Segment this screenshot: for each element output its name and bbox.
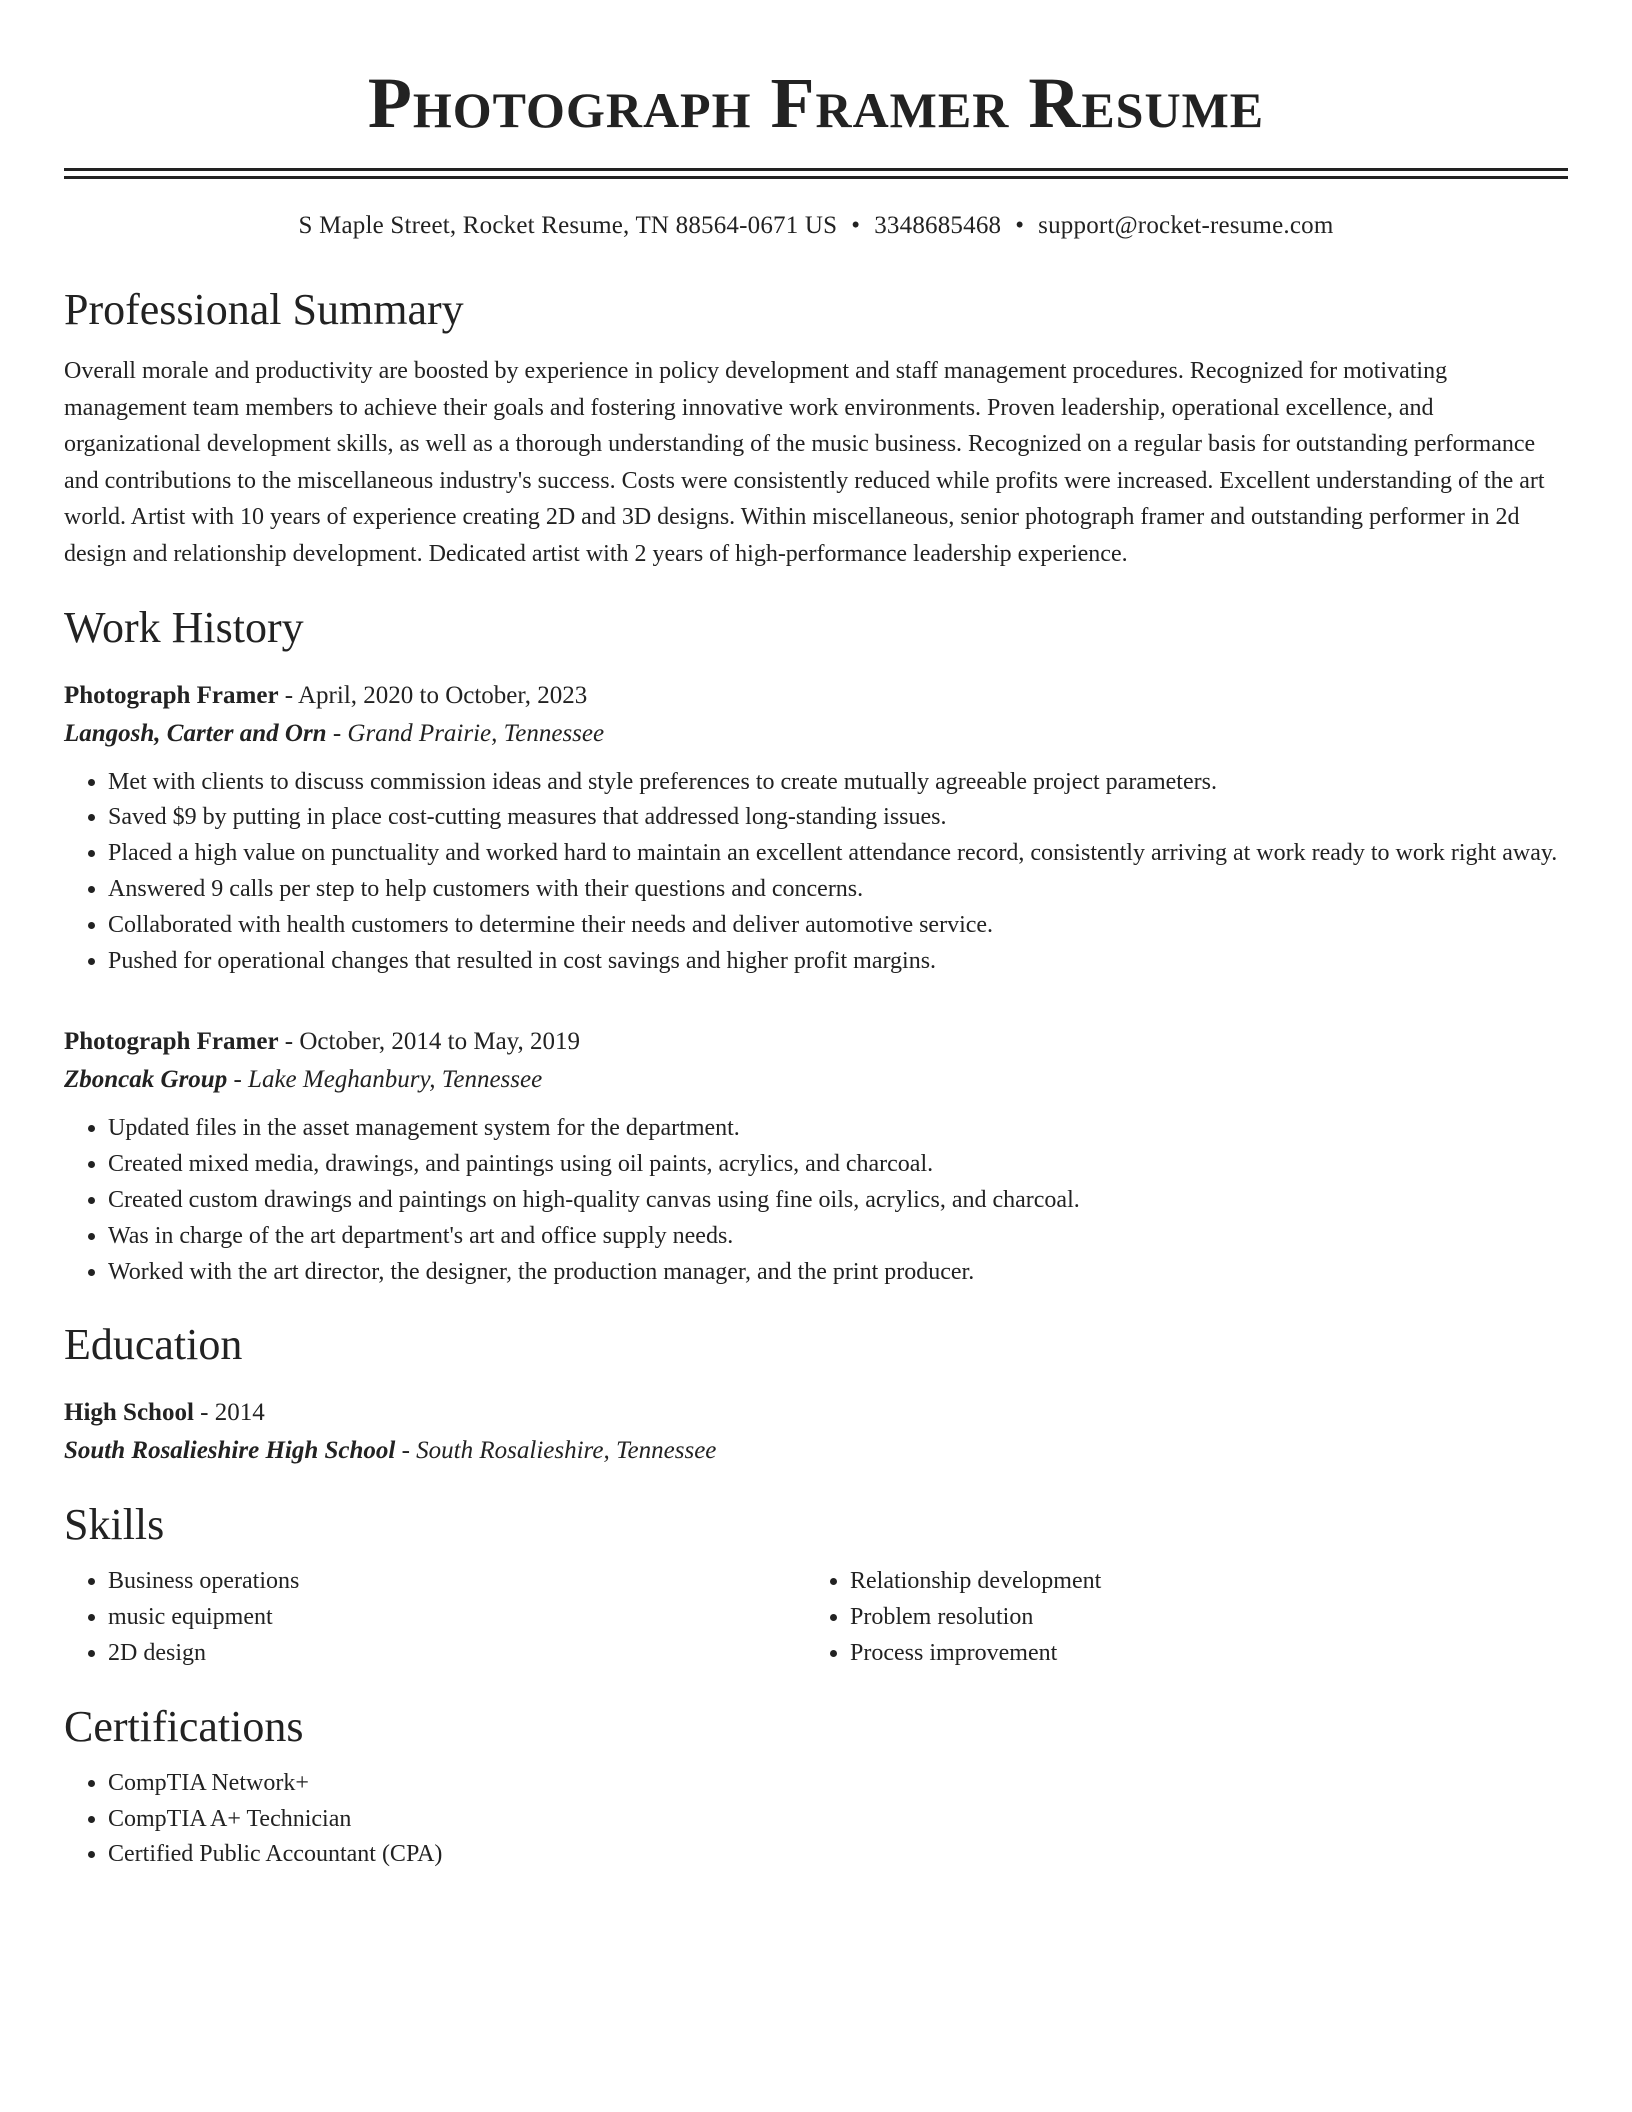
list-item: • Was in charge of the art department's art and office supply needs. [108,1219,1568,1255]
list-item: • music equipment [108,1600,806,1636]
list-item: • Met with clients to discuss commission ideas and style preferences to create mutually agreeable project parameters. [108,765,1568,801]
list-item: • Problem resolution [850,1600,1548,1636]
skills-section [64,1498,1568,1671]
list-item: • Answered 9 calls per step to help customers with their questions and concerns. [108,872,1568,908]
education-degree-line [64,1394,1568,1432]
list-item: • Business operations [108,1564,806,1600]
work-history-heading: Work History [64,602,304,652]
education-year: - 2014 [193,1399,265,1427]
education-school: South Rosalieshire High School [64,1437,396,1465]
job-company: Zboncak Group [64,1066,228,1094]
skills-grid [64,1564,1568,1671]
list-item: • CompTIA Network+ [108,1766,1568,1802]
certifications-list [64,1766,1568,1873]
contact-address: S Maple Street, Rocket Resume, TN 88564-0671 US [298,212,838,239]
certifications-section [64,1700,1568,1873]
list-item: • Created mixed media, drawings, and paintings using oil paints, acrylics, and charcoal. [108,1147,1568,1183]
skills-column-right [806,1564,1548,1671]
contact-separator: • [851,212,861,239]
skills-heading: Skills [64,1500,165,1550]
list-item: • Collaborated with health customers to determine their needs and deliver automotive service. [108,908,1568,944]
job-company: Langosh, Carter and Orn [64,719,327,747]
list-item: • 2D design [108,1636,806,1672]
contact-phone: 3348685468 [874,212,1002,239]
list-item: • Saved $9 by putting in place cost-cutting measures that addressed long-standing issues. [108,800,1568,836]
education-location: - South Rosalieshire, Tennessee [395,1437,717,1465]
contact-separator: • [1015,212,1025,239]
list-item: • Relationship development [850,1564,1548,1600]
list-item: • Updated files in the asset management system for the department. [108,1111,1568,1147]
education-degree: High School [64,1399,194,1427]
job-entry [64,677,1568,980]
list-item: • CompTIA A+ Technician [108,1802,1568,1838]
job-company-line [64,715,1568,753]
education-heading: Education [64,1320,243,1370]
work-history-section [64,601,1568,1291]
list-item: • Created custom drawings and paintings on high-quality canvas using fine oils, acrylics, and charcoal. [108,1183,1568,1219]
job-dates: - October, 2014 to May, 2019 [278,1028,581,1056]
title-double-rule [64,168,1568,179]
contact-email: support@rocket-resume.com [1038,212,1334,239]
job-bullets [64,765,1568,980]
education-entry [64,1394,1568,1470]
job-entry [64,1023,1568,1290]
list-item: • Certified Public Accountant (CPA) [108,1837,1568,1873]
job-company-line [64,1061,1568,1099]
job-location: - Lake Meghanbury, Tennessee [227,1066,543,1094]
job-bullets [64,1111,1568,1290]
job-title-line [64,677,1568,715]
skills-column-left [64,1564,806,1671]
list-item: • Worked with the art director, the designer, the production manager, and the print producer. [108,1255,1568,1291]
list-item: • Placed a high value on punctuality and worked hard to maintain an excellent attendance record, consistently arriving at work ready to work right away. [108,836,1568,872]
education-school-line [64,1432,1568,1470]
contact-line [64,209,1568,243]
job-title-line [64,1023,1568,1061]
job-location: - Grand Prairie, Tennessee [326,719,605,747]
list-item: • Pushed for operational changes that resulted in cost savings and higher profit margins. [108,944,1568,980]
list-item: • Process improvement [850,1636,1548,1672]
education-section [64,1318,1568,1470]
job-dates: - April, 2020 to October, 2023 [278,681,588,709]
job-title: Photograph Framer [64,681,279,709]
summary-section [64,283,1568,573]
job-title: Photograph Framer [64,1028,279,1056]
certifications-heading: Certifications [64,1701,304,1751]
summary-heading: Professional Summary [64,285,464,334]
resume-title: Photograph Framer Resume [367,63,1265,143]
summary-text: Overall morale and productivity are boosted by experience in policy development and staff management procedures. Recognized for motivating management team members to achieve their goals and fostering innovative work environments. Proven leadership, operational excellence, and organizational development skills, as well as a thorough understanding of the music business. Recognized on a regular basis for outstanding performance and contributions to the miscellaneous industry's success. Costs were consistently reduced while profits were increased. Excellent understanding of the art world. Artist with 10 years of experience creating 2D and 3D designs. Within miscellaneous, senior photograph framer and outstanding performer in 2d design and relationship development. Dedicated artist with 2 years of high-performance leadership experience. [64,358,1545,567]
